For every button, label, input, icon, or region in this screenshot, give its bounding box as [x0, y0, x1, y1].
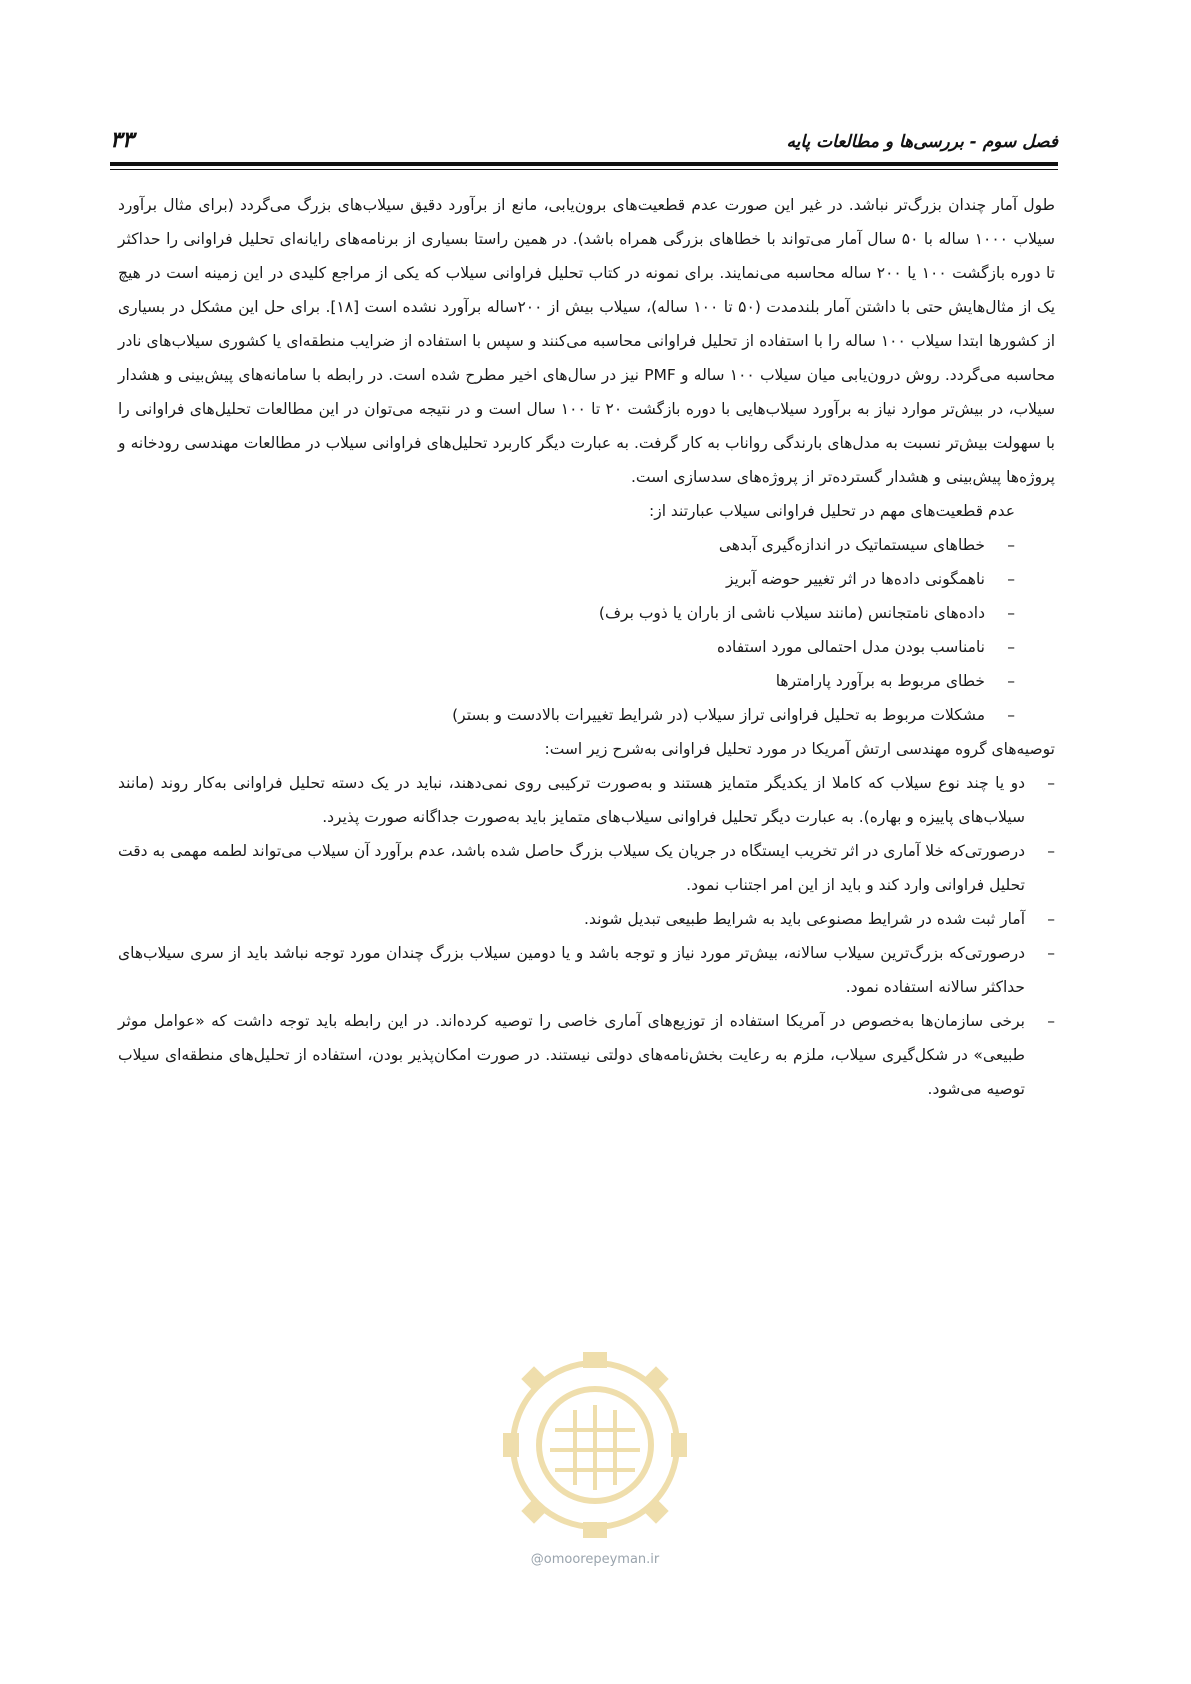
- uncertainties-intro: عدم قطعیت‌های مهم در تحلیل فراوانی سیلاب عبارتند از:: [648, 502, 1015, 520]
- list-item: – درصورتی‌که خلا آماری در اثر تخریب ایستگاه در جریان یک سیلاب بزرگ حاصل شده باشد، عدم برآورد آن سیلاب می‌تواند لطمه مهمی به دقت تحلیل فراوانی وارد کند و باید از این امر اجتناب نمود.: [118, 834, 1055, 902]
- page-header: [110, 128, 1058, 160]
- list-item: – نامناسب بودن مدل احتمالی مورد استفاده: [118, 630, 1055, 664]
- list-item: – خطای مربوط به برآورد پارامترها: [118, 664, 1055, 698]
- list-item: – ناهمگونی داده‌ها در اثر تغییر حوضه آبریز: [118, 562, 1055, 596]
- uncertainties-list: [118, 528, 1055, 732]
- watermark-logo: [495, 1340, 695, 1560]
- list-item: – درصورتی‌که بزرگ‌ترین سیلاب سالانه، بیش‌تر مورد نیاز و توجه باشد و یا دومین سیلاب بزرگ چندان مورد توجه نباشد باید از سری سیلاب‌های حداکثر سالانه استفاده نمود.: [118, 936, 1055, 1004]
- header-rule: [110, 162, 1058, 166]
- header-rule-thin: [110, 169, 1058, 170]
- page-body: [118, 188, 1055, 1106]
- list-item: – دو یا چند نوع سیلاب که کاملا از یکدیگر متمایز هستند و به‌صورت ترکیبی روی نمی‌دهند، نباید در یک دسته تحلیل فراوانی به‌کار روند (مانند سیلاب‌های پاییزه و بهاره). به عبارت دیگر تحلیل فراوانی سیلاب‌های متمایز باید به‌صورت جداگانه صورت پذیرد.: [118, 766, 1055, 834]
- list-item: – داده‌های نامتجانس (مانند سیلاب ناشی از باران یا ذوب برف): [118, 596, 1055, 630]
- list-item: – آمار ثبت شده در شرایط مصنوعی باید به شرایط طبیعی تبدیل شوند.: [118, 902, 1055, 936]
- list-item: – مشکلات مربوط به تحلیل فراوانی تراز سیلاب (در شرایط تغییرات بالادست و بستر): [118, 698, 1055, 732]
- chapter-title: فصل سوم - بررسی‌ها و مطالعات پایه: [786, 132, 1058, 152]
- watermark-text: @omoorepeyman.ir: [530, 1552, 660, 1567]
- list-item: – خطاهای سیستماتیک در اندازه‌گیری آبدهی: [118, 528, 1055, 562]
- page-number: ۳۳: [110, 128, 134, 153]
- list-item: – برخی سازمان‌ها به‌خصوص در آمریکا استفاده از توزیع‌های آماری خاصی را توصیه کرده‌اند. در این رابطه باید توجه داشت که «عوامل موثر طبیعی» در شکل‌گیری سیلاب، ملزم به رعایت بخش‌نامه‌های دولتی نیستند. در صورت امکان‌پذیر بودن، استفاده از تحلیل‌های منطقه‌ای سیلاب توصیه می‌شود.: [118, 1004, 1055, 1106]
- paragraph: طول آمار چندان بزرگ‌تر نباشد. در غیر این صورت عدم قطعیت‌های برون‌یابی، مانع از برآورد دقیق سیلاب‌های بزرگ می‌گردد (برای مثال برآورد سیلاب ۱۰۰۰ ساله با ۵۰ سال آمار می‌تواند با خطاهای بزرگی همراه باشد). در همین راستا بسیاری از برنامه‌های رایانه‌ای تحلیل فراوانی را حداکثر تا دوره بازگشت ۱۰۰ یا ۲۰۰ ساله محاسبه می‌نمایند. برای نمونه در کتاب تحلیل فراوانی سیلاب که یکی از مراجع کلیدی در این زمینه است در هیچ یک از مثال‌هایش حتی با داشتن آمار بلندمدت (۵۰ تا ۱۰۰ ساله)، سیلاب بیش از ۲۰۰ساله برآورد نشده است [۱۸]. برای حل این مشکل در بسیاری از کشورها ابتدا سیلاب ۱۰۰ ساله را با استفاده از تحلیل فراوانی محاسبه می‌کنند و سپس با استفاده از ضرایب منطقه‌ای یا کشوری سیلاب‌های نادر محاسبه می‌گردد. روش درون‌یابی میان سیلاب ۱۰۰ ساله و PMF نیز در سال‌های اخیر مطرح شده است. در رابطه با سامانه‌های پیش‌بینی و هشدار سیلاب، در بیش‌تر موارد نیاز به برآورد سیلاب‌هایی با دوره بازگشت ۲۰ تا ۱۰۰ سال است و در نتیجه می‌توان در این مطالعات تحلیل‌های فراوانی را با سهولت بیش‌تر نسبت به مدل‌های بارندگی رواناب به کار گرفت. به عبارت دیگر کاربرد تحلیل‌های فراوانی سیلاب در مطالعات مهندسی رودخانه و پروژه‌ها پیش‌بینی و هشدار گسترده‌تر از پروژه‌های سدسازی است.: [118, 196, 1056, 486]
- recommendations-intro: توصیه‌های گروه مهندسی ارتش آمریکا در مورد تحلیل فراوانی به‌شرح زیر است:: [544, 740, 1055, 758]
- recommendations-list: [118, 766, 1055, 1106]
